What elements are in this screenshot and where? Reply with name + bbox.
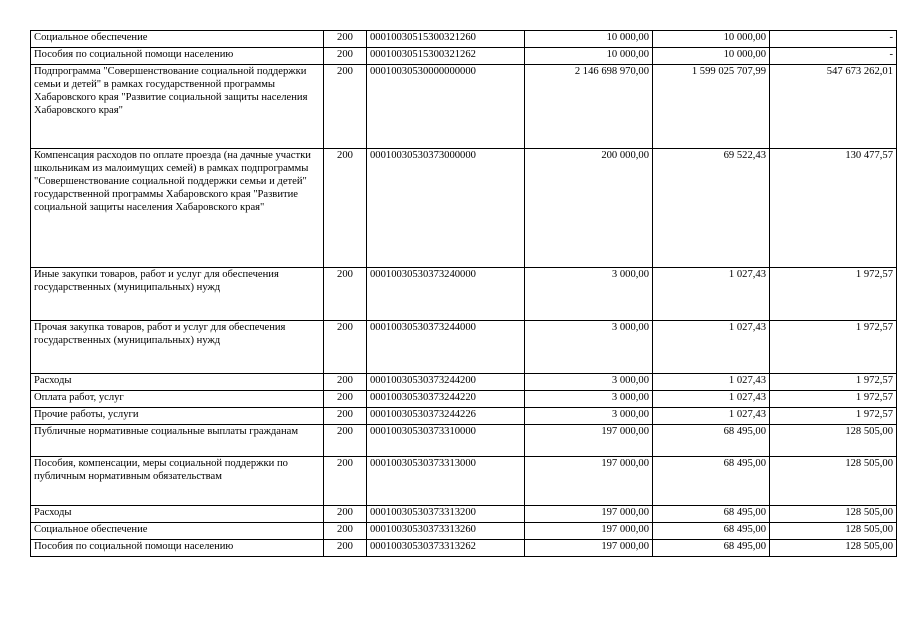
row-kbk-cell: 00010030530373310000 — [367, 425, 525, 457]
row-kbk-cell: 00010030530373240000 — [367, 268, 525, 321]
table-row — [31, 391, 897, 408]
row-approved-cell: 200 000,00 — [525, 149, 653, 268]
row-executed-cell: 68 495,00 — [653, 425, 770, 457]
row-approved-cell: 3 000,00 — [525, 374, 653, 391]
row-approved-cell: 197 000,00 — [525, 540, 653, 557]
row-name-cell: Иные закупки товаров, работ и услуг для обеспечения государственных (муниципальных) нужд — [31, 268, 324, 321]
row-remaining-cell: 1 972,57 — [770, 408, 897, 425]
row-remaining-cell: 1 972,57 — [770, 391, 897, 408]
table-row — [31, 149, 897, 268]
row-approved-cell: 2 146 698 970,00 — [525, 65, 653, 149]
row-name-cell: Социальное обеспечение — [31, 523, 324, 540]
row-executed-cell: 1 027,43 — [653, 268, 770, 321]
row-approved-cell: 197 000,00 — [525, 523, 653, 540]
row-name-cell: Подпрограмма "Совершенствование социальной поддержки семьи и детей" в рамках государственной программы Хабаровского края "Развитие социальной защиты населения Хабаровского края" — [31, 65, 324, 149]
row-code-cell: 200 — [324, 540, 367, 557]
row-code-cell: 200 — [324, 321, 367, 374]
row-remaining-cell: 128 505,00 — [770, 425, 897, 457]
row-executed-cell: 1 027,43 — [653, 408, 770, 425]
row-kbk-cell: 00010030530373313262 — [367, 540, 525, 557]
row-kbk-cell: 00010030515300321260 — [367, 31, 525, 48]
table-row — [31, 408, 897, 425]
row-kbk-cell: 00010030530373313200 — [367, 506, 525, 523]
row-remaining-cell: 128 505,00 — [770, 523, 897, 540]
row-name-cell: Прочая закупка товаров, работ и услуг для обеспечения государственных (муниципальных) нужд — [31, 321, 324, 374]
row-approved-cell: 3 000,00 — [525, 268, 653, 321]
row-name-cell: Расходы — [31, 374, 324, 391]
row-name-cell: Публичные нормативные социальные выплаты гражданам — [31, 425, 324, 457]
row-code-cell: 200 — [324, 149, 367, 268]
row-name-cell: Прочие работы, услуги — [31, 408, 324, 425]
row-approved-cell: 10 000,00 — [525, 31, 653, 48]
row-code-cell: 200 — [324, 374, 367, 391]
row-executed-cell: 10 000,00 — [653, 31, 770, 48]
row-remaining-cell: - — [770, 48, 897, 65]
row-remaining-cell: 1 972,57 — [770, 268, 897, 321]
row-remaining-cell: 1 972,57 — [770, 374, 897, 391]
row-kbk-cell: 00010030530373244000 — [367, 321, 525, 374]
row-remaining-cell: 1 972,57 — [770, 321, 897, 374]
table-row — [31, 540, 897, 557]
row-code-cell: 200 — [324, 65, 367, 149]
row-approved-cell: 3 000,00 — [525, 391, 653, 408]
row-kbk-cell: 00010030530373244226 — [367, 408, 525, 425]
row-kbk-cell: 00010030530373313260 — [367, 523, 525, 540]
row-executed-cell: 69 522,43 — [653, 149, 770, 268]
row-executed-cell: 1 027,43 — [653, 391, 770, 408]
row-remaining-cell: 128 505,00 — [770, 457, 897, 506]
row-code-cell: 200 — [324, 268, 367, 321]
row-executed-cell: 1 027,43 — [653, 321, 770, 374]
row-code-cell: 200 — [324, 506, 367, 523]
row-remaining-cell: 128 505,00 — [770, 506, 897, 523]
row-kbk-cell: 00010030530373000000 — [367, 149, 525, 268]
row-executed-cell: 68 495,00 — [653, 506, 770, 523]
row-kbk-cell: 00010030515300321262 — [367, 48, 525, 65]
table-row — [31, 374, 897, 391]
row-code-cell: 200 — [324, 408, 367, 425]
row-code-cell: 200 — [324, 457, 367, 506]
table-row — [31, 506, 897, 523]
row-remaining-cell: 547 673 262,01 — [770, 65, 897, 149]
row-remaining-cell: - — [770, 31, 897, 48]
row-name-cell: Пособия по социальной помощи населению — [31, 540, 324, 557]
table-row — [31, 425, 897, 457]
row-name-cell: Расходы — [31, 506, 324, 523]
row-kbk-cell: 00010030530373244200 — [367, 374, 525, 391]
row-kbk-cell: 00010030530000000000 — [367, 65, 525, 149]
row-name-cell: Пособия, компенсации, меры социальной поддержки по публичным нормативным обязательствам — [31, 457, 324, 506]
row-approved-cell: 197 000,00 — [525, 506, 653, 523]
row-executed-cell: 68 495,00 — [653, 523, 770, 540]
row-name-cell: Социальное обеспечение — [31, 31, 324, 48]
row-executed-cell: 1 599 025 707,99 — [653, 65, 770, 149]
table-row — [31, 457, 897, 506]
row-approved-cell: 197 000,00 — [525, 425, 653, 457]
row-name-cell: Оплата работ, услуг — [31, 391, 324, 408]
row-executed-cell: 68 495,00 — [653, 457, 770, 506]
row-kbk-cell: 00010030530373244220 — [367, 391, 525, 408]
table-body — [31, 31, 897, 557]
table-row — [31, 65, 897, 149]
row-executed-cell: 68 495,00 — [653, 540, 770, 557]
row-name-cell: Пособия по социальной помощи населению — [31, 48, 324, 65]
row-approved-cell: 10 000,00 — [525, 48, 653, 65]
row-code-cell: 200 — [324, 48, 367, 65]
row-code-cell: 200 — [324, 391, 367, 408]
row-approved-cell: 3 000,00 — [525, 408, 653, 425]
row-code-cell: 200 — [324, 523, 367, 540]
row-approved-cell: 197 000,00 — [525, 457, 653, 506]
row-name-cell: Компенсация расходов по оплате проезда (на дачные участки школьникам из малоимущих семей) в рамках подпрограммы "Совершенствование социальной поддержки семьи и детей" государственной программы Хабаровского края "Развитие социальной защиты населения Хабаровского края" — [31, 149, 324, 268]
budget-execution-table — [30, 30, 897, 557]
row-code-cell: 200 — [324, 425, 367, 457]
row-approved-cell: 3 000,00 — [525, 321, 653, 374]
row-remaining-cell: 128 505,00 — [770, 540, 897, 557]
row-executed-cell: 10 000,00 — [653, 48, 770, 65]
row-remaining-cell: 130 477,57 — [770, 149, 897, 268]
table-row — [31, 523, 897, 540]
table-row — [31, 268, 897, 321]
table-row — [31, 31, 897, 48]
table-row — [31, 321, 897, 374]
row-executed-cell: 1 027,43 — [653, 374, 770, 391]
row-kbk-cell: 00010030530373313000 — [367, 457, 525, 506]
table-row — [31, 48, 897, 65]
row-code-cell: 200 — [324, 31, 367, 48]
